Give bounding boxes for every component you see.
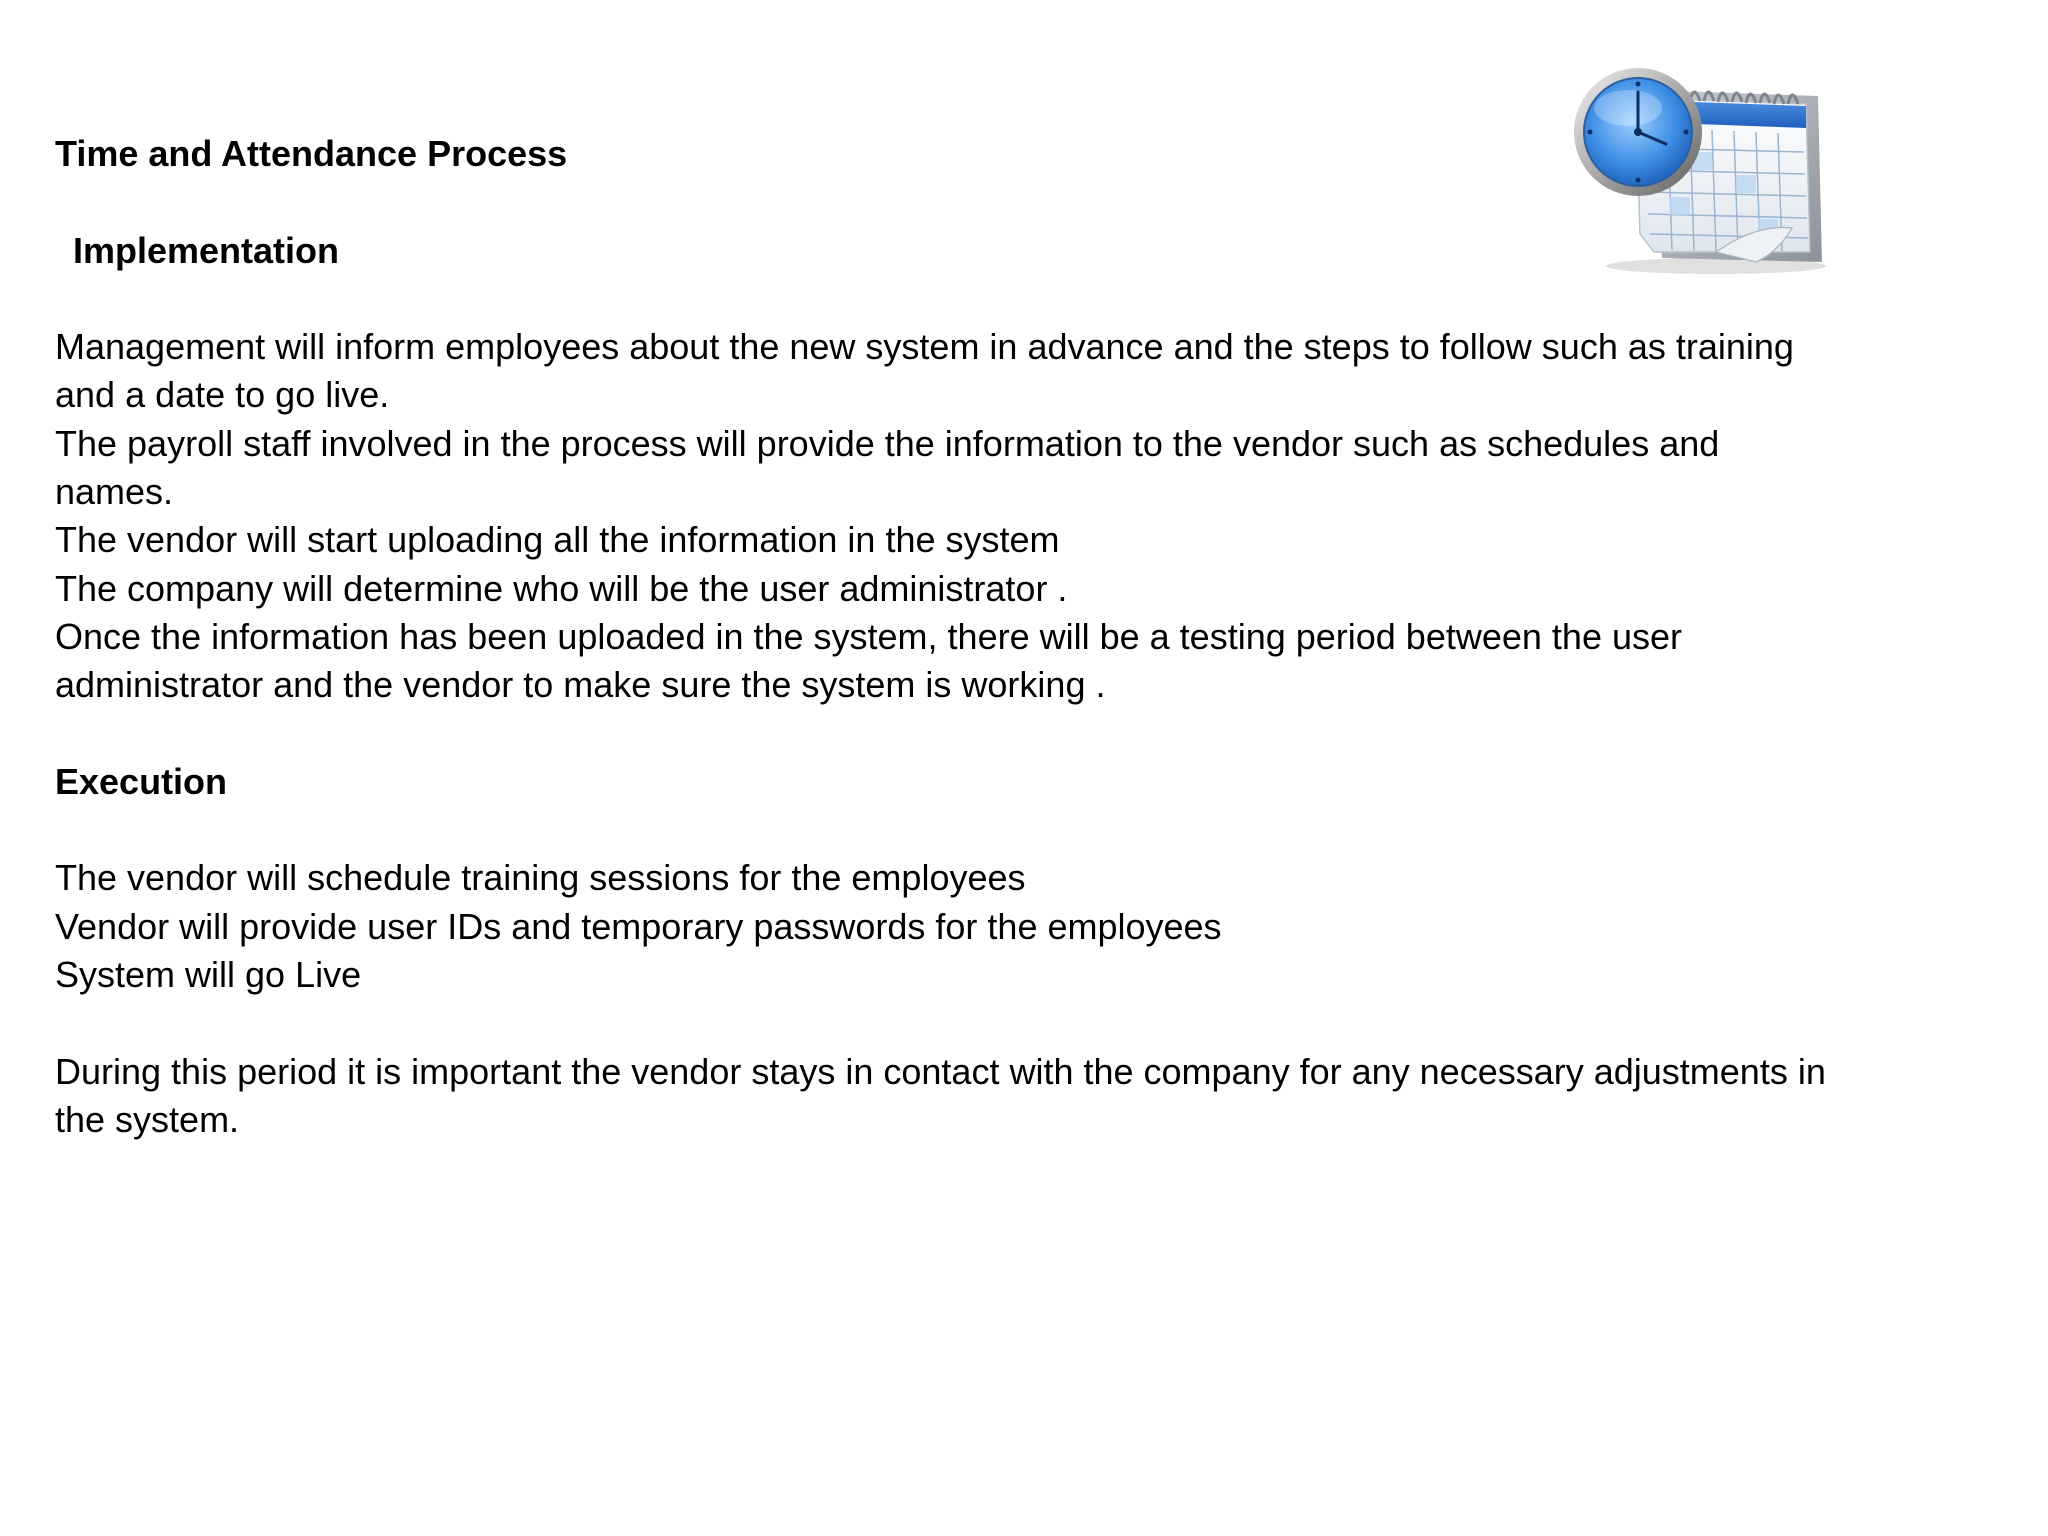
implementation-line: Management will inform employees about the new system in advance and the steps to follow such as training xyxy=(55,326,1794,368)
implementation-line: and a date to go live. xyxy=(55,374,390,416)
spacer xyxy=(55,178,1935,226)
closing-line: the system. xyxy=(55,1098,240,1140)
execution-heading: Execution xyxy=(55,760,228,802)
implementation-heading: Implementation xyxy=(73,229,340,271)
execution-line: Vendor will provide user IDs and temporary passwords for the employees xyxy=(55,905,1222,947)
implementation-line: The payroll staff involved in the process will provide the information to the vendor such as schedules and xyxy=(55,422,1720,464)
slide-title: Time and Attendance Process xyxy=(55,133,568,174)
closing-line: During this period it is important the vendor stays in contact with the company for any necessary adjustments in xyxy=(55,1050,1826,1092)
spacer xyxy=(55,806,1935,854)
spacer xyxy=(55,710,1935,758)
slide-body xyxy=(55,130,1935,1144)
implementation-line: names. xyxy=(55,471,174,513)
implementation-line: The vendor will start uploading all the information in the system xyxy=(55,519,1060,561)
spacer xyxy=(55,999,1935,1047)
execution-line: System will go Live xyxy=(55,954,362,996)
implementation-line: administrator and the vendor to make sure the system is working . xyxy=(55,664,1106,706)
implementation-line: The company will determine who will be the user administrator . xyxy=(55,567,1068,609)
implementation-line: Once the information has been uploaded in the system, there will be a testing period between the user xyxy=(55,615,1682,657)
spacer xyxy=(55,275,1935,323)
execution-line: The vendor will schedule training sessions for the employees xyxy=(55,857,1026,899)
